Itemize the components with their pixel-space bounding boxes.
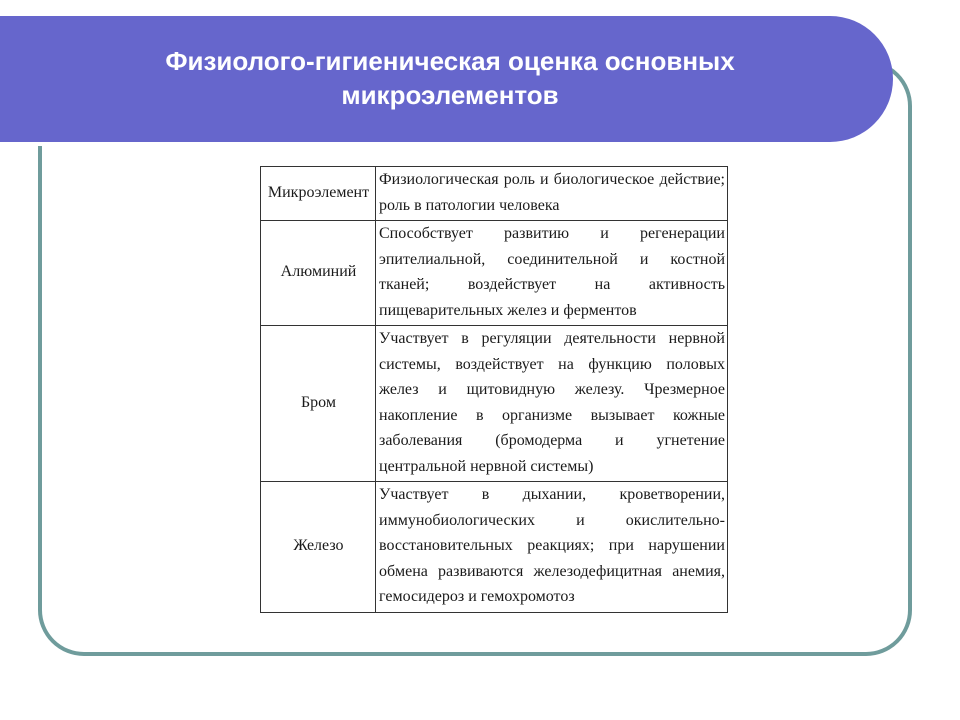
element-role-cell: Участвует в регуляции деятельности нервной системы, воздействует на функцию половых желез и щитовидную железу. Чрезмерное накопление в организме вызывает кожные заболевания (бромодерма и угнетение центральной нервной системы) <box>376 326 728 482</box>
table-row <box>261 326 728 482</box>
slide-title <box>30 44 870 112</box>
header-element-cell: Микроэлемент <box>261 167 376 221</box>
element-name-cell: Бром <box>261 326 376 482</box>
slide-title-line-2: микроэлементов <box>341 80 559 110</box>
element-name-cell: Алюминий <box>261 221 376 326</box>
table-row <box>261 221 728 326</box>
table-header-row <box>261 167 728 221</box>
title-underline <box>0 142 850 146</box>
element-role-cell: Способствует развитию и регенерации эпителиальной, соединительной и костной тканей; воздействует на активность пищеварительных желез и ферментов <box>376 221 728 326</box>
element-name-cell: Железо <box>261 482 376 613</box>
header-role-cell: Физиологическая роль и биологическое действие; роль в патологии человека <box>376 167 728 221</box>
microelements-table <box>260 166 728 613</box>
table-row <box>261 482 728 613</box>
element-role-cell: Участвует в дыхании, кроветворении, иммунобиологических и окислительно-восстановительных реакциях; при нарушении обмена развиваются железодефицитная анемия, гемосидероз и гемохромотоз <box>376 482 728 613</box>
slide-title-line-1: Физиолого-гигиеническая оценка основных <box>165 46 735 76</box>
